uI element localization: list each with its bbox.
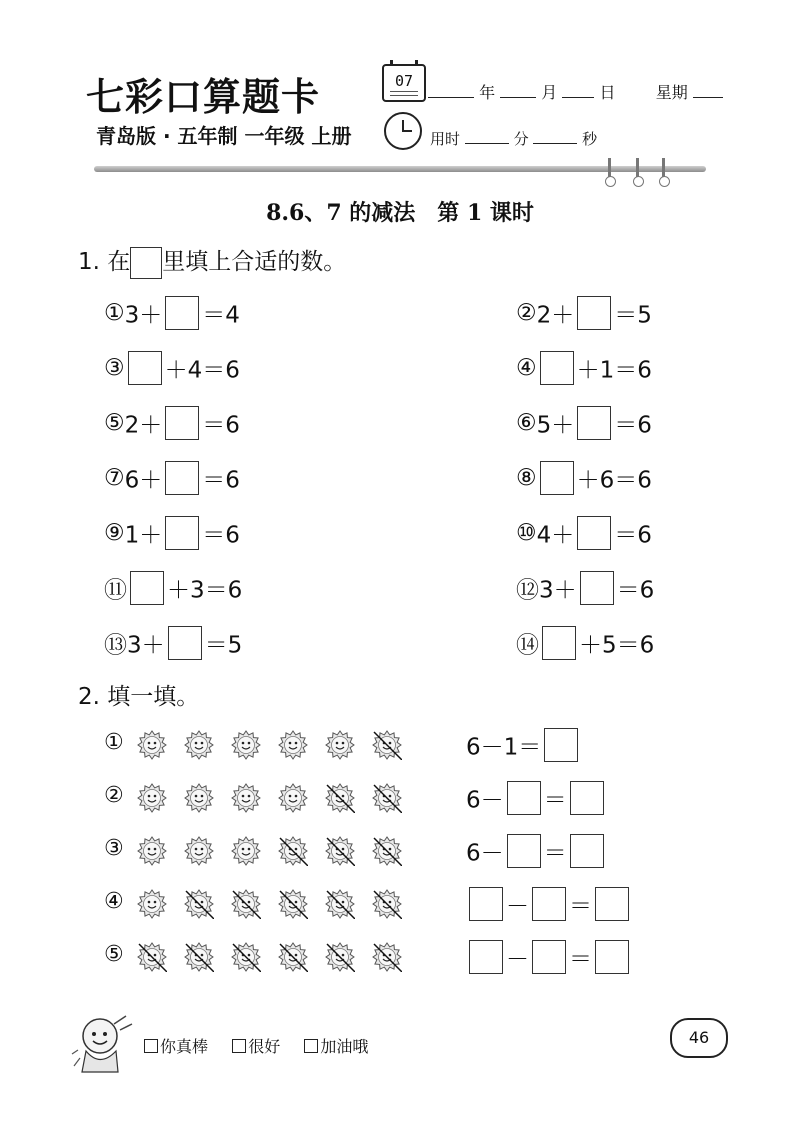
equation-text: 6－1＝ bbox=[466, 734, 542, 761]
answer-box[interactable] bbox=[165, 516, 199, 550]
equation-text: ＋1＝6 bbox=[576, 357, 652, 384]
clock-icon bbox=[384, 112, 422, 150]
answer-box[interactable] bbox=[570, 781, 604, 815]
answer-box[interactable] bbox=[577, 516, 611, 550]
sun-icon bbox=[137, 889, 167, 919]
problem-number: ② bbox=[516, 300, 537, 326]
problem-number: ④ bbox=[516, 355, 537, 381]
answer-box[interactable] bbox=[469, 940, 503, 974]
equation-text: 6＋ bbox=[124, 467, 163, 494]
time-label: 用时 bbox=[430, 130, 461, 148]
day-label: 日 bbox=[599, 83, 616, 102]
answer-box[interactable] bbox=[580, 571, 614, 605]
addition-problem bbox=[516, 461, 652, 495]
problem-number: ③ bbox=[104, 355, 125, 381]
page-number: 46 bbox=[670, 1018, 728, 1058]
sun-icon bbox=[278, 783, 308, 813]
sun-icon bbox=[137, 783, 167, 813]
equation-text: ＝ bbox=[569, 946, 592, 973]
equation-text: ＝ bbox=[569, 893, 592, 920]
sun-icon bbox=[184, 783, 214, 813]
brand-title: 七彩口算题卡 bbox=[86, 74, 321, 119]
crossed-sun-icon bbox=[372, 730, 402, 760]
addition-problem bbox=[516, 296, 652, 330]
date-line bbox=[428, 80, 723, 103]
answer-box[interactable] bbox=[165, 461, 199, 495]
crossed-sun-icon bbox=[231, 942, 261, 972]
equation-text: － bbox=[506, 893, 529, 920]
equation-text: － bbox=[506, 946, 529, 973]
rating-option-great[interactable]: 你真棒 bbox=[144, 1037, 208, 1056]
title-answer-box bbox=[130, 247, 162, 279]
answer-box[interactable] bbox=[507, 834, 541, 868]
equation-text: ＝6 bbox=[202, 412, 240, 439]
answer-box[interactable] bbox=[542, 626, 576, 660]
equation-text: ＝6 bbox=[202, 467, 240, 494]
problem-number: ⑫ bbox=[516, 577, 539, 604]
equation-text: 6－ bbox=[466, 840, 504, 867]
problem-number: ⑤ bbox=[104, 410, 125, 436]
crossed-sun-icon bbox=[184, 889, 214, 919]
answer-box[interactable] bbox=[507, 781, 541, 815]
row-number: ② bbox=[104, 783, 124, 808]
equation-text: 2＋ bbox=[536, 302, 575, 329]
addition-problem bbox=[104, 351, 240, 385]
row-number: ① bbox=[104, 730, 124, 755]
crossed-sun-icon bbox=[372, 889, 402, 919]
pin-decoration bbox=[662, 158, 665, 178]
sun-icon bbox=[184, 836, 214, 866]
addition-problem bbox=[516, 516, 652, 550]
calendar-icon bbox=[382, 64, 426, 102]
rating-options bbox=[144, 1034, 368, 1057]
equation-text: ＋4＝6 bbox=[164, 357, 240, 384]
addition-problem bbox=[516, 351, 652, 385]
equation-text: ＋6＝6 bbox=[576, 467, 652, 494]
addition-problem bbox=[516, 626, 654, 660]
crossed-sun-icon bbox=[278, 836, 308, 866]
addition-problem bbox=[104, 516, 240, 550]
calendar-day: 07 bbox=[394, 72, 414, 90]
answer-box[interactable] bbox=[595, 887, 629, 921]
row-number: ③ bbox=[104, 836, 124, 861]
sun-icon bbox=[278, 730, 308, 760]
problem-number: ⑥ bbox=[516, 410, 537, 436]
problem-number: ⑧ bbox=[516, 465, 537, 491]
addition-problem bbox=[104, 461, 240, 495]
sun-icon bbox=[184, 730, 214, 760]
row-number: ④ bbox=[104, 889, 124, 914]
answer-box[interactable] bbox=[128, 351, 162, 385]
sun-icon bbox=[137, 836, 167, 866]
problem-number: ⑦ bbox=[104, 465, 125, 491]
edition-label: 青岛版 · 五年制 一年级 上册 bbox=[96, 124, 352, 148]
equation-text: ＝5 bbox=[614, 302, 652, 329]
equation-text: 3＋ bbox=[127, 632, 165, 659]
subtraction-equation bbox=[466, 728, 581, 762]
checkbox-icon[interactable] bbox=[144, 1039, 158, 1053]
answer-box[interactable] bbox=[595, 940, 629, 974]
answer-box[interactable] bbox=[577, 406, 611, 440]
row-number: ⑤ bbox=[104, 942, 124, 967]
answer-box[interactable] bbox=[168, 626, 202, 660]
equation-text: ＝6 bbox=[616, 577, 655, 604]
time-used-line bbox=[430, 128, 597, 149]
pin-decoration bbox=[636, 158, 639, 178]
crossed-sun-icon bbox=[325, 889, 355, 919]
answer-box[interactable] bbox=[570, 834, 604, 868]
equation-text: ＝6 bbox=[202, 522, 240, 549]
equation-text: ＝ bbox=[543, 787, 567, 814]
subtraction-equation bbox=[466, 781, 607, 815]
crossed-sun-icon bbox=[231, 889, 261, 919]
addition-problem bbox=[104, 626, 242, 660]
equation-text: ＝6 bbox=[614, 412, 652, 439]
equation-text: ＋5＝6 bbox=[579, 632, 655, 659]
second-label: 秒 bbox=[582, 130, 598, 148]
addition-problem bbox=[516, 406, 652, 440]
crossed-sun-icon bbox=[184, 942, 214, 972]
problem-number: ⑩ bbox=[516, 520, 537, 546]
equation-text: ＝6 bbox=[614, 522, 652, 549]
equation-text: 3＋ bbox=[539, 577, 577, 604]
answer-box[interactable] bbox=[532, 940, 566, 974]
section2-title: 2. 填一填。 bbox=[78, 684, 200, 710]
crossed-sun-icon bbox=[278, 889, 308, 919]
equation-text: ＋3＝6 bbox=[167, 577, 243, 604]
addition-problem bbox=[516, 571, 654, 605]
problem-number: ① bbox=[104, 300, 125, 326]
sun-icon bbox=[231, 783, 261, 813]
equation-text: 6－ bbox=[466, 787, 504, 814]
answer-box[interactable] bbox=[577, 296, 611, 330]
problem-number: ⑪ bbox=[104, 577, 127, 604]
equation-text: ＝5 bbox=[204, 632, 243, 659]
equation-text: 5＋ bbox=[536, 412, 575, 439]
mascot-illustration bbox=[70, 1010, 136, 1074]
sun-icon bbox=[231, 730, 261, 760]
month-label: 月 bbox=[541, 83, 558, 102]
equation-text: ＝4 bbox=[202, 302, 240, 329]
year-label: 年 bbox=[479, 83, 496, 102]
sun-icon bbox=[231, 836, 261, 866]
rating-option-keep-going[interactable]: 加油哦 bbox=[304, 1037, 368, 1056]
lesson-title: 8.6、7 的减法 第 1 课时 bbox=[266, 200, 534, 226]
subtraction-equation bbox=[466, 834, 607, 868]
equation-text: 3＋ bbox=[124, 302, 163, 329]
checkbox-icon[interactable] bbox=[304, 1039, 318, 1053]
answer-box[interactable] bbox=[540, 461, 574, 495]
weekday-label: 星期 bbox=[655, 83, 688, 102]
subtraction-equation bbox=[466, 940, 632, 974]
equation-text: ＝ bbox=[543, 840, 567, 867]
section1-title: 1. 在 里填上合适的数。 bbox=[78, 243, 346, 279]
crossed-sun-icon bbox=[325, 783, 355, 813]
answer-box[interactable] bbox=[544, 728, 578, 762]
crossed-sun-icon bbox=[278, 942, 308, 972]
problem-number: ⑨ bbox=[104, 520, 125, 546]
crossed-sun-icon bbox=[325, 836, 355, 866]
addition-problem bbox=[104, 296, 240, 330]
addition-problem bbox=[104, 406, 240, 440]
problem-number: ⑬ bbox=[104, 632, 127, 659]
equation-text: 2＋ bbox=[124, 412, 163, 439]
sun-icon bbox=[137, 730, 167, 760]
crossed-sun-icon bbox=[325, 942, 355, 972]
problem-number: ⑭ bbox=[516, 632, 539, 659]
subtraction-equation bbox=[466, 887, 632, 921]
header-divider bbox=[94, 166, 706, 172]
checkbox-icon[interactable] bbox=[232, 1039, 246, 1053]
answer-box[interactable] bbox=[469, 887, 503, 921]
crossed-sun-icon bbox=[372, 942, 402, 972]
pin-decoration bbox=[608, 158, 611, 178]
equation-text: 1＋ bbox=[124, 522, 163, 549]
answer-box[interactable] bbox=[130, 571, 164, 605]
answer-box[interactable] bbox=[165, 406, 199, 440]
addition-problem bbox=[104, 571, 242, 605]
minute-label: 分 bbox=[513, 130, 529, 148]
crossed-sun-icon bbox=[372, 783, 402, 813]
answer-box[interactable] bbox=[540, 351, 574, 385]
sun-icon bbox=[325, 730, 355, 760]
crossed-sun-icon bbox=[137, 942, 167, 972]
equation-text: 4＋ bbox=[536, 522, 575, 549]
rating-option-good[interactable]: 很好 bbox=[232, 1037, 280, 1056]
answer-box[interactable] bbox=[165, 296, 199, 330]
crossed-sun-icon bbox=[372, 836, 402, 866]
answer-box[interactable] bbox=[532, 887, 566, 921]
